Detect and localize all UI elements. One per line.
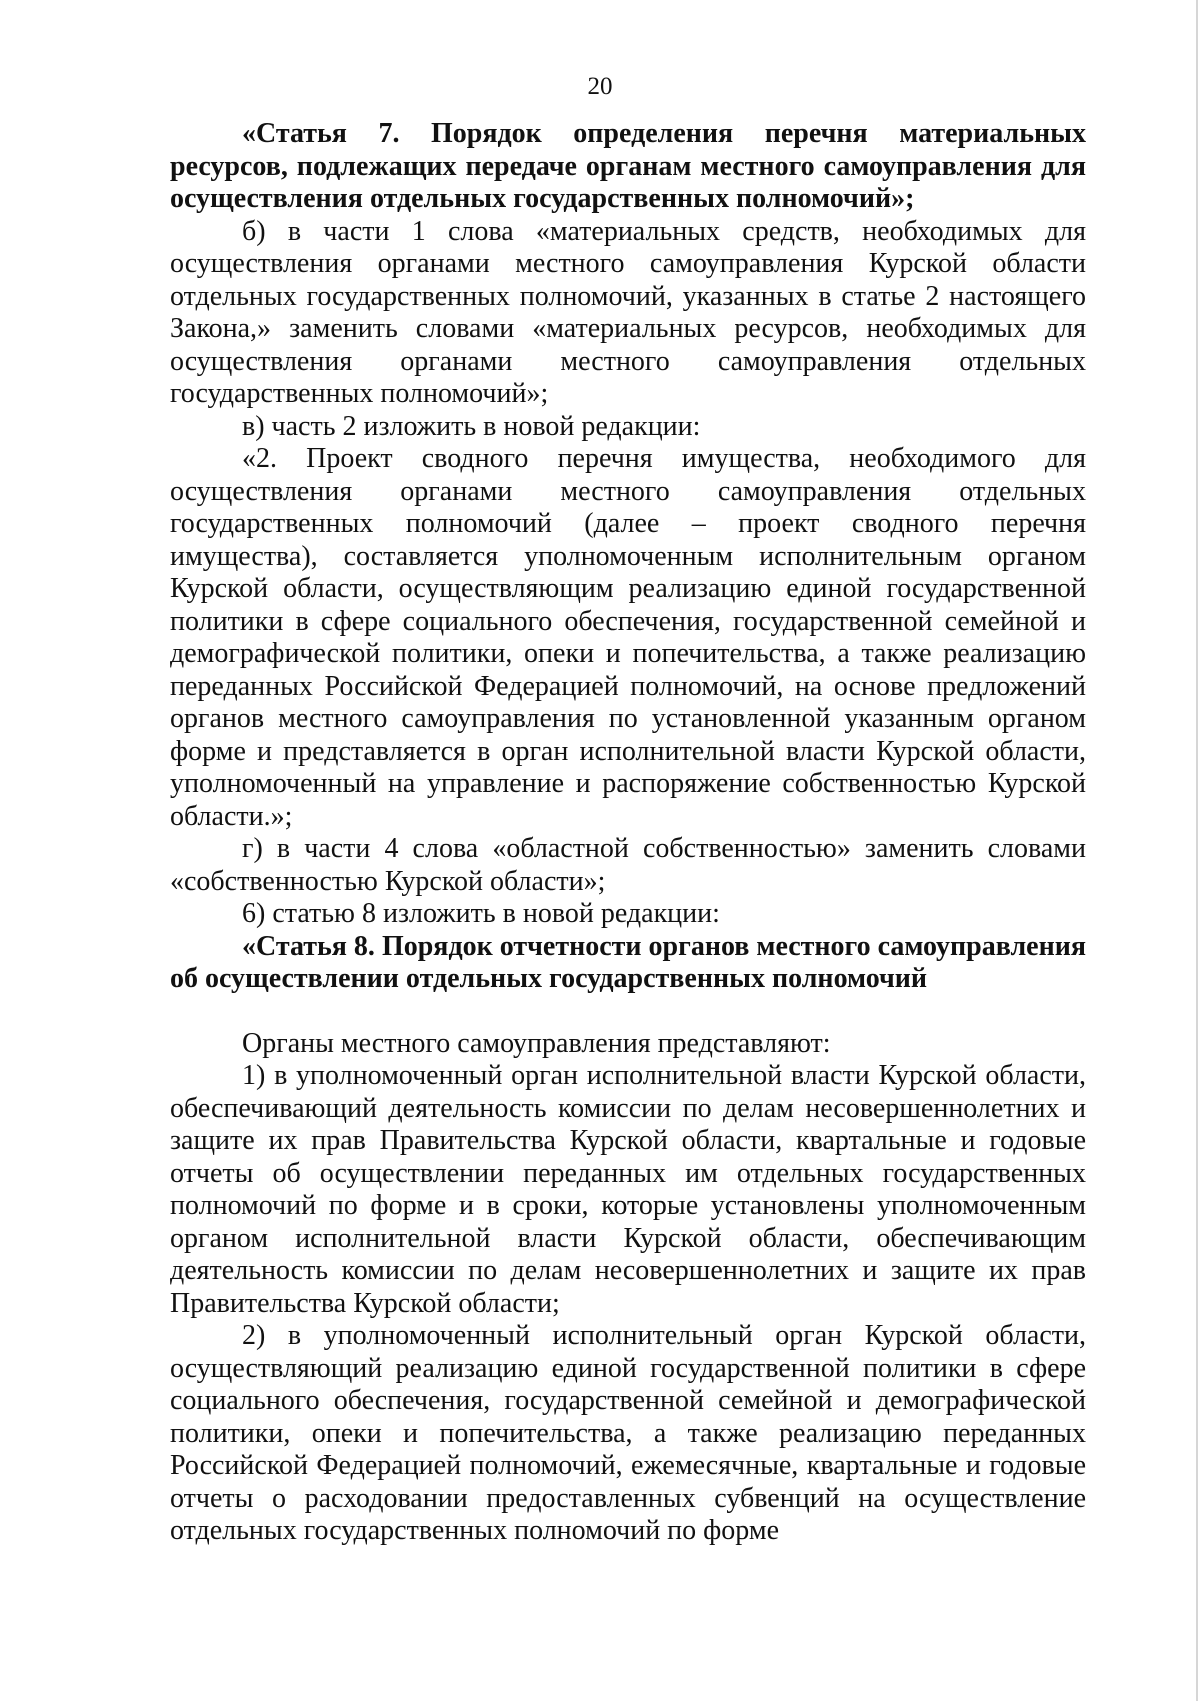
paragraph-part-2: «2. Проект сводного перечня имущества, необходимого для осуществления органами местного самоуправления отдельных государственных полномочий (далее – проект сводного перечня имущества), составляется уполномоченным исполнительным органом Курской области, осуществляющим реализацию единой государственной политики в сфере социального обеспечения, государственной семейной и демографической политики, опеки и попечительства, а также реализацию переданных Российской Федерацией полномочий, на основе предложений органов местного самоуправления по установленной указанным органом форме и представляется в орган исполнительной власти Курской области, уполномоченный на управление и распоряжение собственностью Курской области.»; xyxy=(170,443,1086,832)
document-body xyxy=(170,118,1086,1548)
scan-edge-line xyxy=(1196,0,1198,1701)
article-7-heading: «Статья 7. Порядок определения перечня материальных ресурсов, подлежащих передаче органам местного самоуправления для осуществления отдельных государственных полномочий»; xyxy=(170,118,1086,214)
paragraph-v: в) часть 2 изложить в новой редакции: xyxy=(242,410,701,442)
paragraph-g: г) в части 4 слова «областной собственностью» заменить словами «собственностью Курской области»; xyxy=(170,833,1086,897)
paragraph-b: б) в части 1 слова «материальных средств, необходимых для осуществления органами местного самоуправления Курской области отдельных государственных полномочий, указанных в статье 2 настоящего Закона,» заменить словами «материальных ресурсов, необходимых для осуществления органами местного самоуправления отдельных государственных полномочий»; xyxy=(170,215,1086,409)
list-item-1: 1) в уполномоченный орган исполнительной власти Курской области, обеспечивающий деятельность комиссии по делам несовершеннолетних и защите их прав Правительства Курской области, квартальные и годовые отчеты об осуществлении переданных им отдельных государственных полномочий по форме и в сроки, которые установлены уполномоченным органом исполнительной власти Курской области, обеспечивающим деятельность комиссии по делам несовершеннолетних и защите их прав Правительства Курской области; xyxy=(170,1060,1086,1319)
article-8-heading: «Статья 8. Порядок отчетности органов местного самоуправления об осуществлении отдельных государственных полномочий xyxy=(170,930,1086,994)
paragraph-intro: Органы местного самоуправления представляют: xyxy=(242,1027,831,1059)
list-item-2: 2) в уполномоченный исполнительный орган Курской области, осуществляющий реализацию единой государственной политики в сфере социального обеспечения, государственной семейной и демографической политики, опеки и попечительства, а также реализацию переданных Российской Федерацией полномочий, ежемесячные, квартальные и годовые отчеты о расходовании предоставленных субвенций на осуществление отдельных государственных полномочий по форме xyxy=(170,1320,1086,1546)
paragraph-gap xyxy=(170,996,1086,1028)
paragraph-6: 6) статью 8 изложить в новой редакции: xyxy=(242,898,720,929)
page-number: 20 xyxy=(587,73,613,100)
